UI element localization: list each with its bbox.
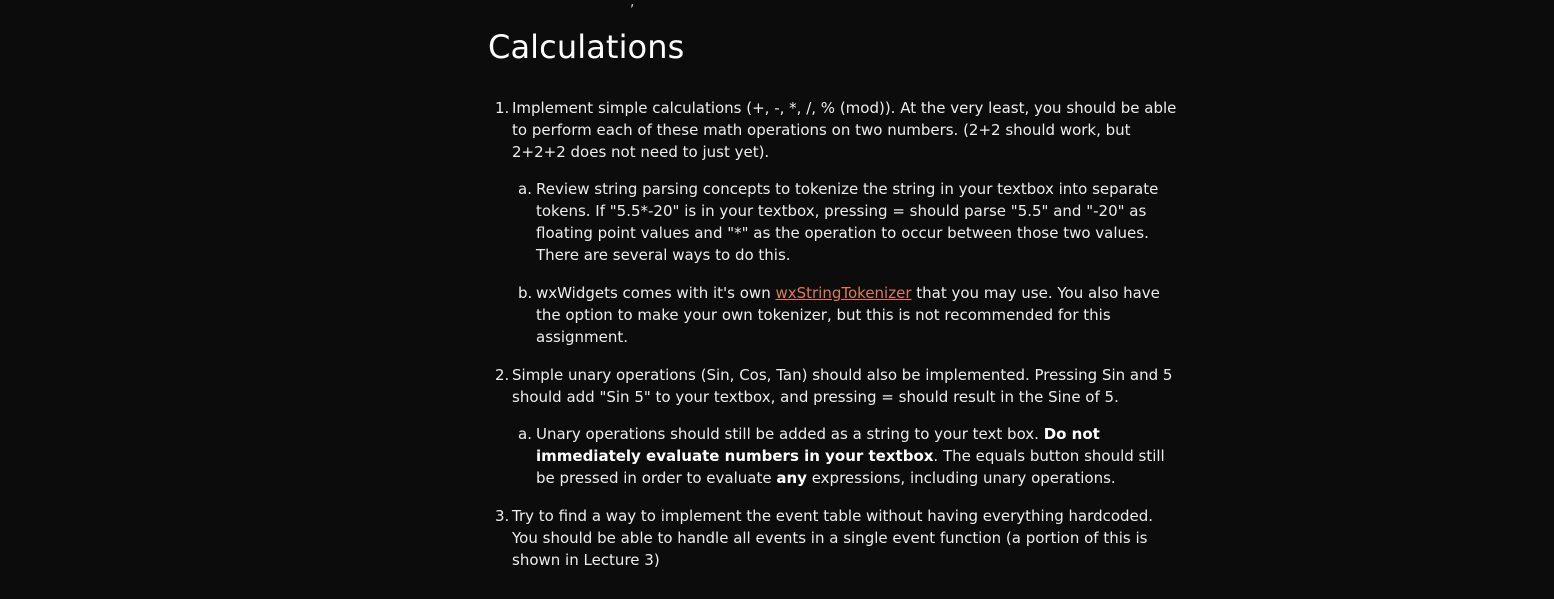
sub-item-text-after: that you may use. You also have the option to make your own tokenizer, but this is not recommended for this assignment. bbox=[536, 284, 1160, 346]
sub-list bbox=[512, 423, 1178, 489]
sub-item-text-2: . The equals button should still be pressed in order to evaluate bbox=[536, 447, 1165, 487]
list-item-text: Try to find a way to implement the event table without having everything hardcoded. You should be able to handle all events in a single event function (a portion of this is shown in Lecture 3) bbox=[512, 507, 1154, 569]
bold-emphasis: Do not immediately evaluate numbers in your textbox bbox=[536, 425, 1100, 465]
sub-list bbox=[512, 178, 1178, 348]
list-marker: 3. bbox=[495, 507, 510, 525]
sub-item-text-3: expressions, including unary operations. bbox=[806, 469, 1116, 487]
sub-item-2a bbox=[488, 423, 1178, 489]
list-marker: 1. bbox=[495, 99, 510, 117]
list-item-1 bbox=[488, 97, 1178, 348]
list-item-text: Simple unary operations (Sin, Cos, Tan) should also be implemented. Pressing Sin and 5 should add "Sin 5" to your textbox, and pressing = should result in the Sine of 5. bbox=[512, 366, 1173, 406]
top-fragment: , bbox=[630, 0, 635, 10]
sub-item-text-before: wxWidgets comes with it's own bbox=[536, 284, 776, 302]
sub-item-1b bbox=[488, 282, 1178, 348]
sub-list-marker: b. bbox=[518, 284, 533, 302]
requirements-list bbox=[488, 97, 1178, 586]
sub-list-marker: a. bbox=[518, 180, 532, 198]
list-item-text: Implement simple calculations (+, -, *, /, % (mod)). At the very least, you should be able to perform each of these math operations on two numbers. (2+2 should work, but 2+2+2 does not need to just yet). bbox=[512, 99, 1177, 161]
bold-emphasis-any: any bbox=[776, 469, 807, 487]
page-title: Calculations bbox=[488, 28, 685, 66]
list-item-3 bbox=[488, 505, 1178, 571]
sub-item-text: Review string parsing concepts to tokenize the string in your textbox into separate tokens. If "5.5*-20" is in your textbox, pressing = should parse "5.5" and "-20" as floating point values and "*" as the operation to occur between those two values. There are several ways to do this. bbox=[536, 180, 1159, 264]
sub-list-marker: a. bbox=[518, 425, 532, 443]
sub-item-text-1: Unary operations should still be added as a string to your text box. bbox=[536, 425, 1044, 443]
wxstringtokenizer-link[interactable]: wxStringTokenizer bbox=[775, 284, 912, 302]
list-item-2 bbox=[488, 364, 1178, 489]
sub-item-1a bbox=[488, 178, 1178, 266]
list-marker: 2. bbox=[495, 366, 510, 384]
